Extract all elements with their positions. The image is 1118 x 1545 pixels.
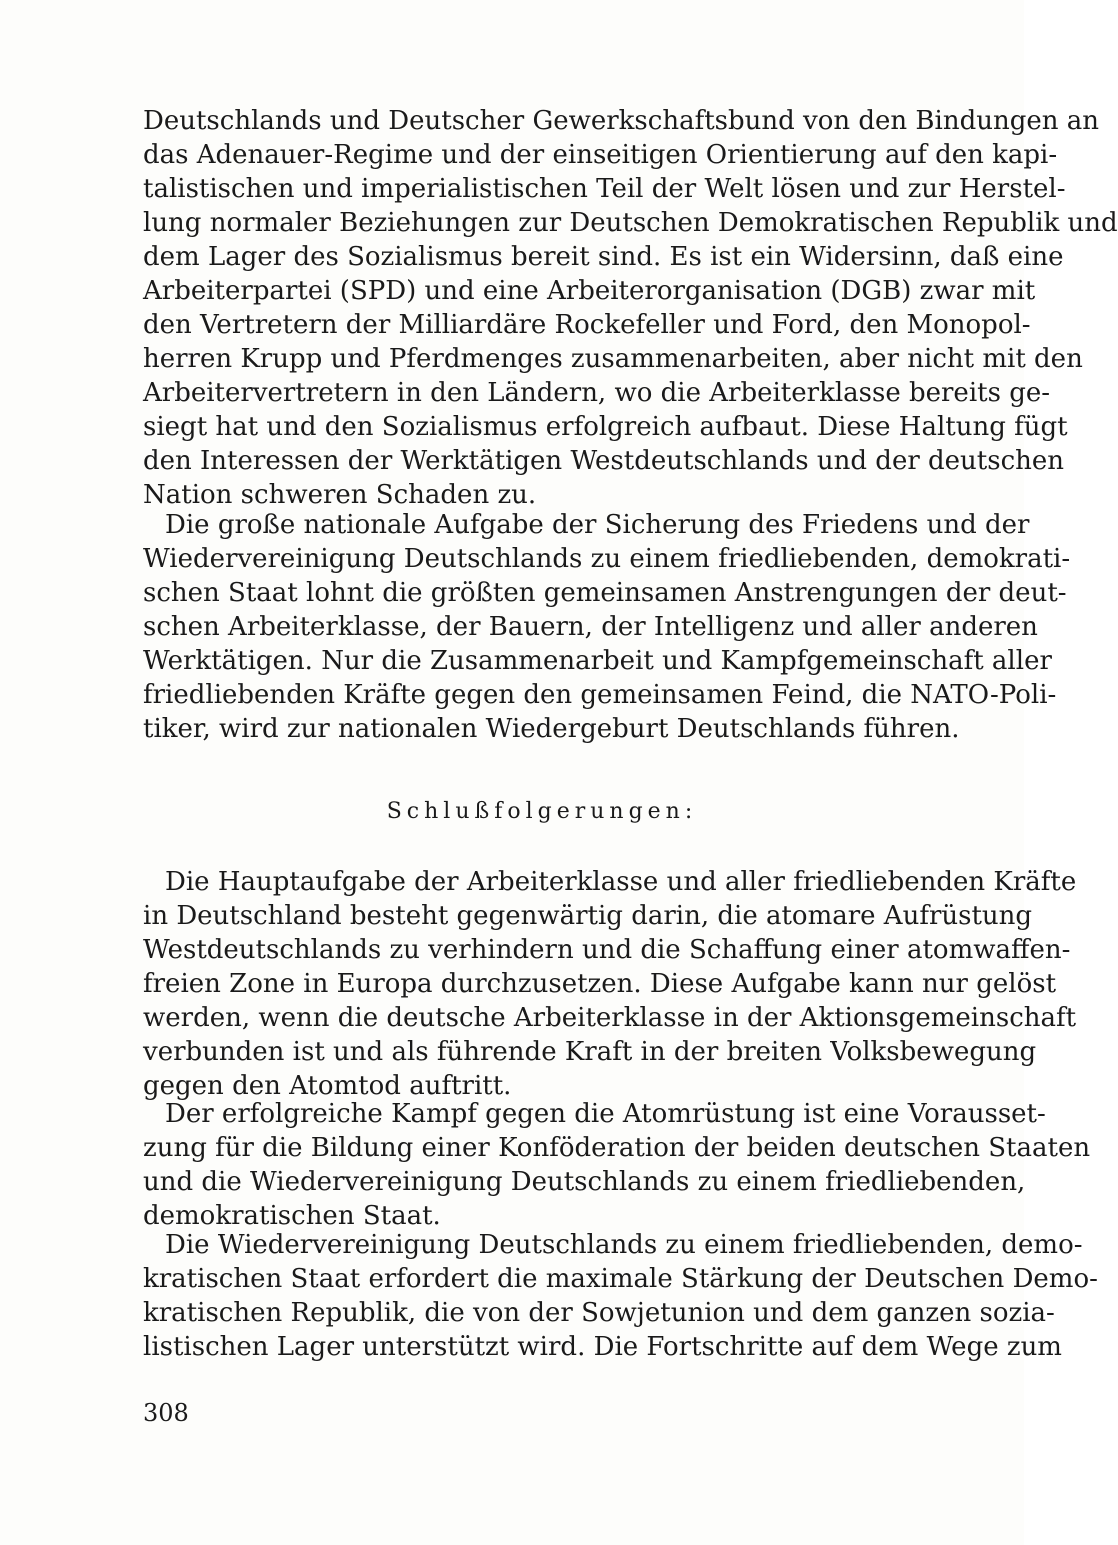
text-line: kratischen Republik, die von der Sowjetunion und dem ganzen sozia- [143,1298,1055,1328]
text-line: und die Wiedervereinigung Deutschlands zu einem friedliebenden, [143,1167,1026,1197]
text-line: Werktätigen. Nur die Zusammenarbeit und Kampfgemeinschaft aller [143,646,1052,676]
text-line: in Deutschland besteht gegenwärtig darin, die atomare Aufrüstung [143,901,1033,931]
page-number: 308 [143,1399,189,1427]
conclusion-paragraph-3 [143,1228,1098,1364]
text-line: Deutschlands und Deutscher Gewerkschaftsbund von den Bindungen an [143,106,1100,136]
text-line: demokratischen Staat. [143,1201,441,1231]
text-line: dem Lager des Sozialismus bereit sind. Es ist ein Widersinn, daß eine [143,242,1064,272]
text-line: Arbeitervertretern in den Ländern, wo die Arbeiterklasse bereits ge- [143,378,1051,408]
text-line: listischen Lager unterstützt wird. Die Fortschritte auf dem Wege zum [143,1332,1062,1362]
text-line: Der erfolgreiche Kampf gegen die Atomrüstung ist eine Vorausset- [165,1099,1046,1129]
text-line: den Interessen der Werktätigen Westdeutschlands und der deutschen [143,446,1065,476]
text-line: Wiedervereinigung Deutschlands zu einem friedliebenden, demokrati- [143,544,1071,574]
text-line: kratischen Staat erfordert die maximale Stärkung der Deutschen Demo- [143,1264,1098,1294]
paragraph-2 [143,508,1071,746]
text-line: Westdeutschlands zu verhindern und die Schaffung einer atomwaffen- [143,935,1071,965]
text-line: gegen den Atomtod auftritt. [143,1071,512,1101]
text-line: Nation schweren Schaden zu. [143,480,537,510]
text-line: freien Zone in Europa durchzusetzen. Diese Aufgabe kann nur gelöst [143,969,1057,999]
text-line: herren Krupp und Pferdmenges zusammenarbeiten, aber nicht mit den [143,344,1083,374]
paragraph-1 [143,104,1118,512]
conclusion-paragraph-2 [143,1097,1091,1233]
text-line: zung für die Bildung einer Konföderation der beiden deutschen Staaten [143,1133,1091,1163]
text-line: tiker, wird zur nationalen Wiedergeburt Deutschlands führen. [143,714,960,744]
text-line: talistischen und imperialistischen Teil der Welt lösen und zur Herstel- [143,174,1066,204]
text-line: den Vertretern der Milliardäre Rockefeller und Ford, den Monopol- [143,310,1031,340]
text-line: lung normaler Beziehungen zur Deutschen Demokratischen Republik und [143,208,1118,238]
text-line: werden, wenn die deutsche Arbeiterklasse in der Aktionsgemeinschaft [143,1003,1077,1033]
text-line: schen Staat lohnt die größten gemeinsamen Anstrengungen der deut- [143,578,1067,608]
conclusion-paragraph-1 [143,865,1077,1103]
text-line: Die große nationale Aufgabe der Sicherung des Friedens und der [165,510,1030,540]
text-line: Arbeiterpartei (SPD) und eine Arbeiterorganisation (DGB) zwar mit [143,276,1036,306]
text-line: schen Arbeiterklasse, der Bauern, der Intelligenz und aller anderen [143,612,1038,642]
section-heading: Schlußfolgerungen: [386,799,698,824]
text-line: siegt hat und den Sozialismus erfolgreich aufbaut. Diese Haltung fügt [143,412,1068,442]
text-line: das Adenauer-Regime und der einseitigen Orientierung auf den kapi- [143,140,1058,170]
text-line: Die Wiedervereinigung Deutschlands zu einem friedliebenden, demo- [165,1230,1083,1260]
text-line: Die Hauptaufgabe der Arbeiterklasse und aller friedliebenden Kräfte [165,867,1077,897]
text-line: friedliebenden Kräfte gegen den gemeinsamen Feind, die NATO-Poli- [143,680,1057,710]
text-line: verbunden ist und als führende Kraft in der breiten Volksbewegung [143,1037,1037,1067]
